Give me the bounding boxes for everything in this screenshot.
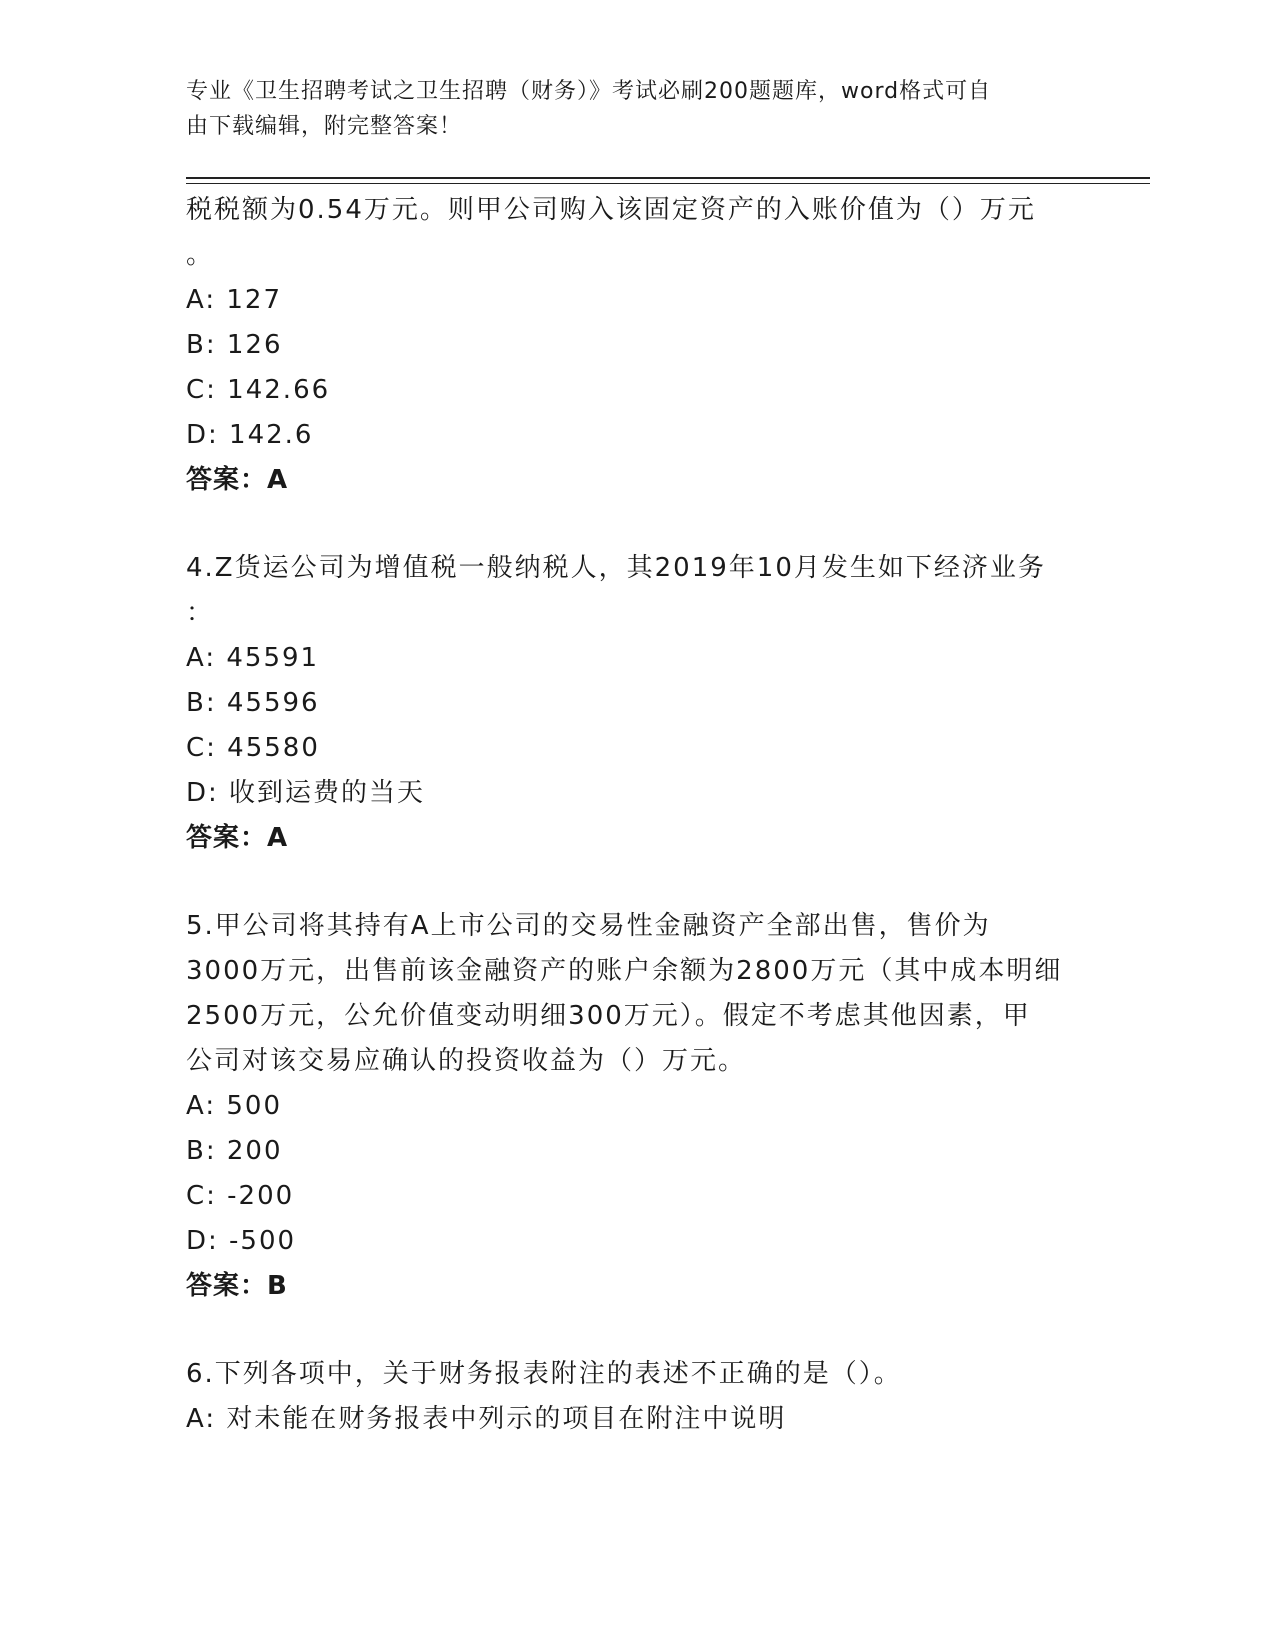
- header-line-1: 专业《卫生招聘考试之卫生招聘（财务）》考试必刷200题题库，word格式可自: [186, 79, 992, 104]
- question-text-line: ：: [186, 598, 215, 628]
- header-divider: [186, 177, 1150, 184]
- option-c: C: -200: [186, 1181, 295, 1211]
- header-line-2: 由下载编辑，附完整答案！: [186, 114, 463, 139]
- question-list: [186, 188, 1086, 1442]
- document-header: [186, 74, 1066, 144]
- option-a: A: 500: [186, 1091, 282, 1121]
- question-text-line: 3000万元，出售前该金融资产的账户余额为2800万元（其中成本明细: [186, 956, 1063, 986]
- option-d: D: -500: [186, 1226, 297, 1256]
- option-a: A: 45591: [186, 643, 320, 673]
- option-b: B: 126: [186, 330, 283, 360]
- option-c: C: 45580: [186, 733, 320, 763]
- question-text-line: 。: [186, 240, 215, 270]
- question-text-line: 5.甲公司将其持有A上市公司的交易性金融资产全部出售，售价为: [186, 911, 991, 941]
- question-3: [186, 188, 1086, 503]
- question-4: [186, 546, 1086, 861]
- option-a: A: 127: [186, 285, 282, 315]
- option-c: C: 142.66: [186, 375, 331, 405]
- option-a: A: 对未能在财务报表中列示的项目在附注中说明: [186, 1404, 787, 1434]
- question-text-line: 公司对该交易应确认的投资收益为（）万元。: [186, 1046, 747, 1076]
- question-text-line: 税税额为0.54万元。则甲公司购入该固定资产的入账价值为（）万元: [186, 195, 1036, 225]
- option-b: B: 200: [186, 1136, 283, 1166]
- answer-line: 答案：A: [186, 823, 289, 853]
- question-text-line: 6.下列各项中，关于财务报表附注的表述不正确的是（）。: [186, 1359, 902, 1389]
- question-text-line: 2500万元，公允价值变动明细300万元）。假定不考虑其他因素，甲: [186, 1001, 1031, 1031]
- option-b: B: 45596: [186, 688, 320, 718]
- question-6: [186, 1352, 1086, 1442]
- question-5: [186, 904, 1086, 1309]
- option-d: D: 收到运费的当天: [186, 778, 426, 808]
- question-text-line: 4.Z货运公司为增值税一般纳税人，其2019年10月发生如下经济业务: [186, 553, 1046, 583]
- answer-line: 答案：B: [186, 1271, 288, 1301]
- option-d: D: 142.6: [186, 420, 314, 450]
- answer-line: 答案：A: [186, 465, 289, 495]
